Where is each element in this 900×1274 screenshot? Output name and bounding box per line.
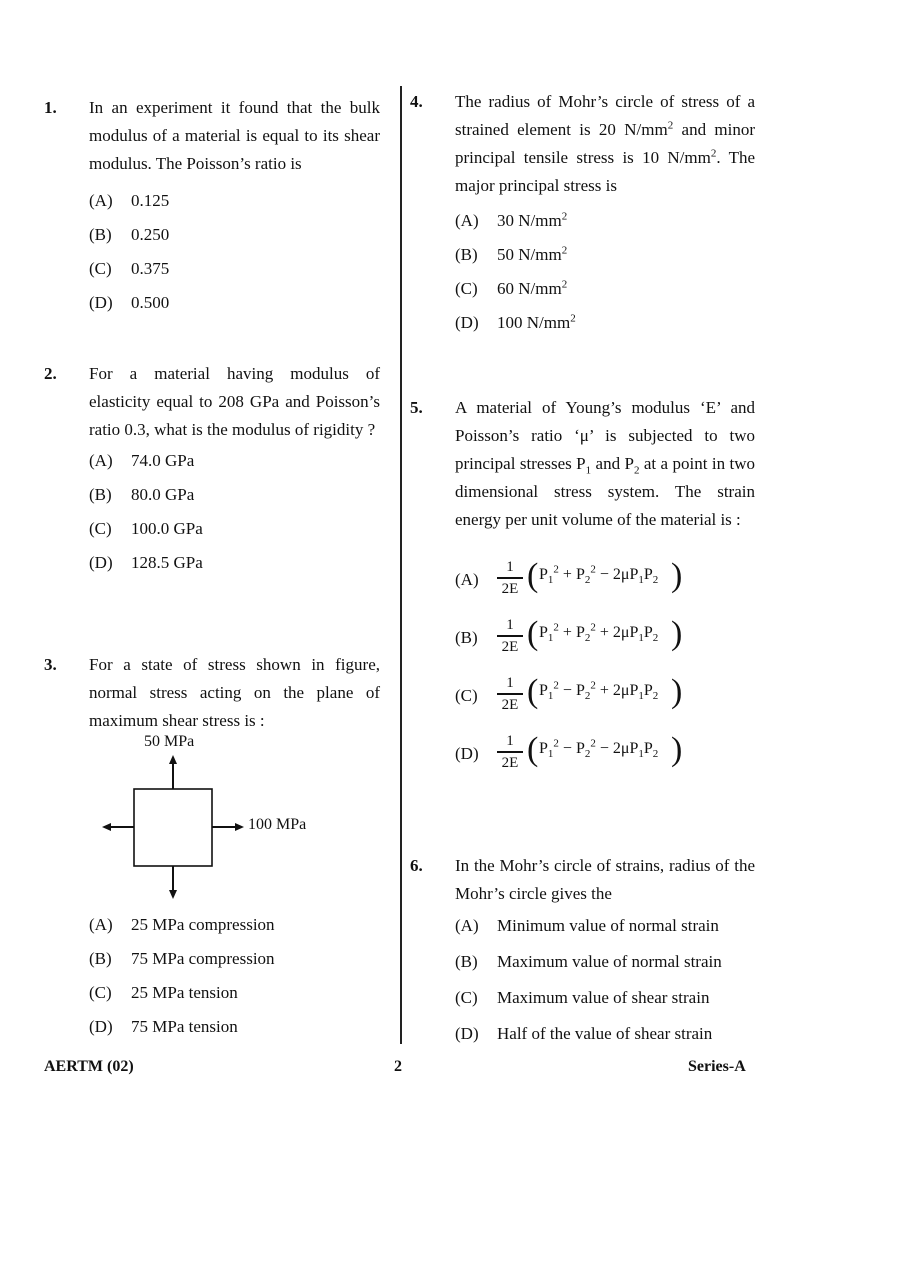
- option-d: (D) 0.500: [89, 293, 170, 312]
- question-2: [44, 360, 380, 580]
- formula-expression: $P_1^2 - P_2^2 - 2\mu P_1P_2$: [539, 737, 659, 761]
- option-d: (D) 75 MPa tension: [89, 1017, 238, 1036]
- fraction: 1 2E: [497, 616, 523, 656]
- option-b: (B) 80.0 GPa: [89, 485, 195, 504]
- question-3-options: [44, 908, 380, 1044]
- formula-expression: $P_1^2 + P_2^2 + 2\mu P_1P_2$: [539, 621, 659, 645]
- option-a: (A) 74.0 GPa: [89, 451, 195, 470]
- right-stress-label: 100 MPa: [248, 816, 307, 833]
- question-number: 2.: [44, 364, 57, 383]
- right-arrow-head: [235, 823, 244, 831]
- question-5: [410, 394, 755, 784]
- question-number: 6.: [410, 856, 423, 875]
- option-c: (C) 25 MPa tension: [89, 983, 238, 1002]
- option-b: (B) Maximum value of normal strain: [455, 952, 722, 971]
- question-text: In the Mohr’s circle of strains, radius of the Mohr’s circle gives the: [455, 856, 755, 903]
- fraction: 1 2E: [497, 732, 523, 772]
- question-text: In an experiment it found that the bulk modulus of a material is equal to its shear modulus. The Poisson’s ratio is: [89, 98, 380, 173]
- question-6: [410, 852, 755, 1052]
- option-d: (D) 1 2E ( $P_1^2 - P_2^2 - 2\mu P_1P_2$ ): [455, 731, 683, 771]
- option-c: (C) 1 2E ( $P_1^2 - P_2^2 + 2\mu P_1P_2$ ): [455, 673, 683, 713]
- option-c: (C) 100.0 GPa: [89, 519, 203, 538]
- option-a: (A) 0.125: [89, 191, 170, 210]
- option-b: (B) 0.250: [89, 225, 170, 244]
- option-a: (A) 25 MPa compression: [89, 915, 275, 934]
- option-a: (A) Minimum value of normal strain: [455, 916, 719, 935]
- question-number: 4.: [410, 92, 423, 111]
- question-number: 3.: [44, 655, 57, 674]
- option-d: (D) 100 $N/mm^2$: [455, 312, 576, 332]
- series-label: Series-A: [688, 1058, 746, 1075]
- question-text: A material of Young’s modulus ‘E’ and Poisson’s ratio ‘μ’ is subjected to two principal stresses $P_1$ and $P_2$ at a point in two dimensional stress system. The strain energy per unit volume of the material is :: [455, 398, 756, 529]
- option-d: (D) Half of the value of shear strain: [455, 1024, 713, 1043]
- stress-element-square: [134, 789, 212, 866]
- question-text: The radius of Mohr’s circle of stress of a strained element is 20 $N/mm^2$ and minor principal tensile stress is 10 $N/mm^2$. The major principal stress is: [455, 92, 756, 195]
- left-arrow-head: [102, 823, 111, 831]
- option-d: (D) 128.5 GPa: [89, 553, 203, 572]
- question-number: 5.: [410, 398, 423, 417]
- bottom-arrow-head: [169, 890, 177, 899]
- option-c: (C) 60 $N/mm^2$: [455, 278, 568, 298]
- formula-expression: $P_1^2 + P_2^2 - 2\mu P_1P_2$: [539, 563, 659, 587]
- question-4: [410, 88, 755, 340]
- fraction: 1 2E: [497, 674, 523, 714]
- option-c: (C) 0.375: [89, 259, 170, 278]
- column-divider: [400, 86, 402, 1044]
- exam-code: AERTM (02): [44, 1058, 134, 1075]
- fraction: 1 2E: [497, 558, 523, 598]
- stress-element-figure: [102, 733, 342, 903]
- question-text: For a state of stress shown in figure, normal stress acting on the plane of maximum shear stress is :: [89, 655, 380, 730]
- question-1: [44, 94, 380, 320]
- top-stress-label: 50 MPa: [144, 733, 195, 750]
- question-text: For a material having modulus of elasticity equal to 208 GPa and Poisson’s ratio 0.3, what is the modulus of rigidity ?: [89, 364, 380, 439]
- top-arrow-head: [169, 755, 177, 764]
- option-a: (A) 1 2E ( $P_1^2 + P_2^2 - 2\mu P_1P_2$ ): [455, 557, 683, 597]
- option-b: (B) 50 $N/mm^2$: [455, 244, 568, 264]
- formula-expression: $P_1^2 - P_2^2 + 2\mu P_1P_2$: [539, 679, 659, 703]
- question-3: [44, 651, 380, 735]
- page-number: 2: [394, 1058, 402, 1075]
- option-b: (B) 1 2E ( $P_1^2 + P_2^2 + 2\mu P_1P_2$ ): [455, 615, 683, 655]
- option-b: (B) 75 MPa compression: [89, 949, 275, 968]
- option-c: (C) Maximum value of shear strain: [455, 988, 710, 1007]
- option-a: (A) 30 $N/mm^2$: [455, 210, 568, 230]
- question-number: 1.: [44, 98, 57, 117]
